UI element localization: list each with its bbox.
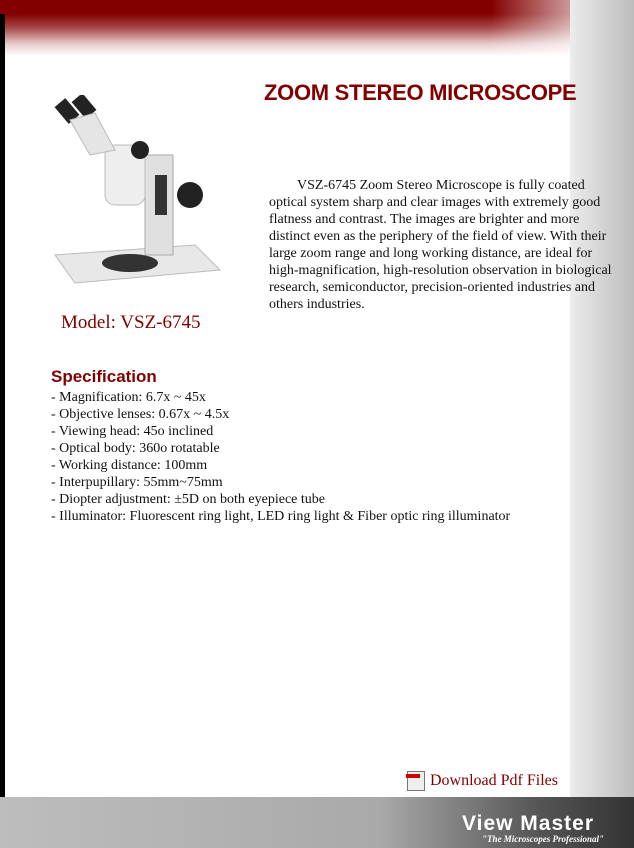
- spec-item: - Working distance: 100mm: [51, 458, 208, 473]
- spec-item: - Interpupillary: 55mm~75mm: [51, 475, 223, 490]
- model-label: Model: VSZ-6745: [61, 312, 201, 333]
- spec-item: - Magnification: 6.7x ~ 45x: [51, 390, 206, 405]
- pdf-icon: [407, 771, 425, 791]
- spec-item: - Diopter adjustment: ±5D on both eyepiece tube: [51, 492, 325, 507]
- spec-heading: Specification: [51, 367, 157, 386]
- product-description: VSZ-6745 Zoom Stereo Microscope is fully coated optical system sharp and clear images with extremely good flatness and contrast. The images are brighter and more distinct even as the periphery of the field of view. With their large zoom range and long working distance, are ideal for high-magnification, high-resolution observation in biological research, semiconductor, precision-oriented industries and others industries.: [269, 178, 612, 312]
- download-label: Download Pdf Files: [430, 772, 558, 789]
- page-title: ZOOM STEREO MICROSCOPE: [264, 80, 577, 105]
- spec-item: - Viewing head: 45o inclined: [51, 424, 214, 439]
- spec-list: [51, 389, 510, 525]
- brand-tagline: "The Microscopes Professional": [482, 834, 604, 844]
- download-pdf-link[interactable]: [407, 771, 558, 791]
- microscope-image: [45, 95, 225, 285]
- brand-logo: View Master: [461, 812, 594, 835]
- spec-item: - Optical body: 360o rotatable: [51, 441, 220, 456]
- spec-item: - Objective lenses: 0.67x ~ 4.5x: [51, 407, 230, 422]
- spec-item: - Illuminator: Fluorescent ring light, LED ring light & Fiber optic ring illuminator: [51, 509, 511, 524]
- right-decor-strip: [570, 0, 634, 797]
- left-border: [0, 14, 5, 797]
- header-banner: [0, 0, 570, 56]
